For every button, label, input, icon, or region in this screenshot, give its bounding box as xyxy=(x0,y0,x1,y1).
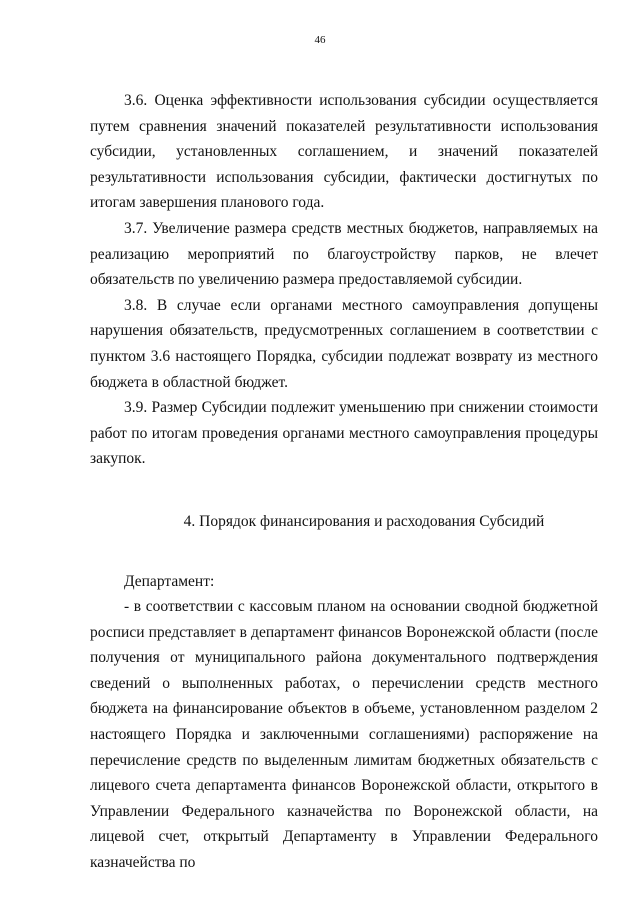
paragraph-3-9: 3.9. Размер Субсидии подлежит уменьшению при снижении стоимости работ по итогам проведения органами местного самоуправления процедуры закупок. xyxy=(90,399,598,468)
page-number: 46 xyxy=(314,34,326,46)
section-4-heading: 4. Порядок финансирования и расходования Субсидий xyxy=(183,512,545,530)
document-body xyxy=(90,88,598,876)
department-label: Департамент: xyxy=(124,572,215,590)
paragraph-3-7: 3.7. Увеличение размера средств местных бюджетов, направляемых на реализацию мероприятий по благоустройству парков, не влечет обязательств по увеличению размера предоставляемой субсидии. xyxy=(90,219,598,289)
paragraph-3-6: 3.6. Оценка эффективности использования субсидии осуществляется путем сравнения значений показателей результативности использования субсидии, установленных соглашением, и значений показателей результативности использования субсидии, фактически достигнутых по итогам завершения планового года. xyxy=(90,92,598,212)
department-item-1: - в соответствии с кассовым планом на основании сводной бюджетной росписи представляет в департамент финансов Воронежской области (после получения от муниципального района документального подтверждения сведений о выполненных работах, о перечислении средств местного бюджета на финансирование объектов в объеме, установленном разделом 2 настоящего Порядка и заключенными соглашениями) распоряжение на перечисление средств по выделенным лимитам бюджетных обязательств с лицевого счета департамента финансов Воронежской области, открытого в Управлении Федерального казначейства по Воронежской области, на лицевой счет, открытый Департаменту в Управлении Федерального казначейства по xyxy=(90,598,598,872)
paragraph-3-8: 3.8. В случае если органами местного самоуправления допущены нарушения обязательств, предусмотренных соглашением в соответствии с пунктом 3.6 настоящего Порядка, субсидии подлежат возврату из местного бюджета в областной бюджет. xyxy=(90,296,598,391)
